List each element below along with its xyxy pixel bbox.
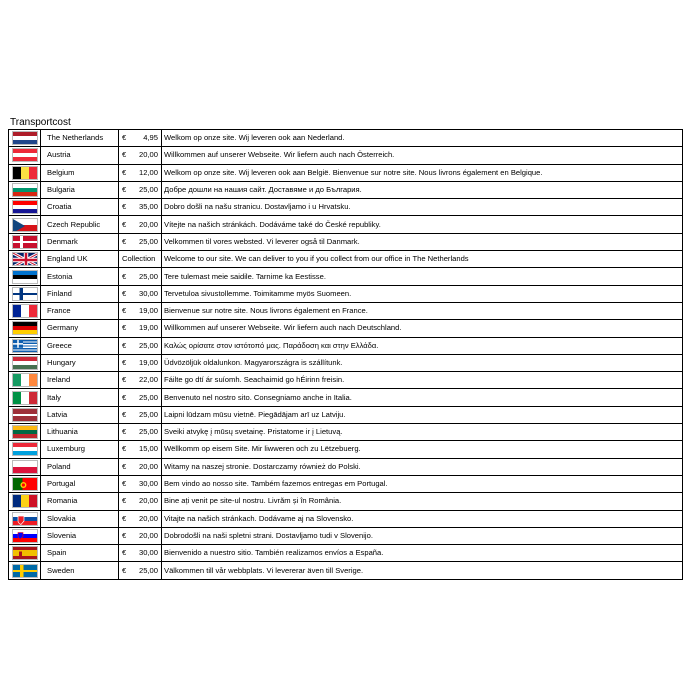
currency-symbol: €	[122, 288, 127, 298]
flag-cell	[9, 458, 41, 475]
price-value: 12,00	[138, 167, 158, 177]
flag-cell	[9, 493, 41, 510]
price-cell	[119, 527, 162, 544]
currency-symbol: €	[122, 340, 127, 350]
price-cell	[119, 406, 162, 423]
table-row	[9, 337, 683, 354]
country-name: Romania	[41, 493, 119, 510]
flag-cell	[9, 268, 41, 285]
currency-symbol: €	[122, 496, 127, 506]
flag-cell	[9, 285, 41, 302]
flag-cell	[9, 216, 41, 233]
price-cell	[119, 372, 162, 389]
price-value: 20,00	[138, 530, 158, 540]
welcome-message: Benvenuto nel nostro sito. Consegniamo anche in Italia.	[162, 389, 683, 406]
welcome-message: Welkom op onze site. Wij leveren ook aan Nederland.	[162, 130, 683, 147]
currency-symbol: €	[122, 375, 127, 385]
country-name: Ireland	[41, 372, 119, 389]
table-row	[9, 406, 683, 423]
country-name: Finland	[41, 285, 119, 302]
welcome-message: Tervetuloa sivustollemme. Toimitamme myös Suomeen.	[162, 285, 683, 302]
country-name: Austria	[41, 147, 119, 164]
country-name: Spain	[41, 545, 119, 562]
price-value: 25,00	[138, 185, 158, 195]
price-cell	[119, 251, 162, 268]
price-cell	[119, 285, 162, 302]
currency-symbol: €	[122, 202, 127, 212]
currency-symbol: €	[122, 167, 127, 177]
flag-cell	[9, 199, 41, 216]
table-row	[9, 475, 683, 492]
price-cell	[119, 147, 162, 164]
country-name: Latvia	[41, 406, 119, 423]
country-name: Lithuania	[41, 424, 119, 441]
country-name: Italy	[41, 389, 119, 406]
currency-symbol: €	[122, 444, 127, 454]
currency-symbol: €	[122, 271, 127, 281]
si-flag-icon	[12, 529, 38, 543]
currency-symbol: €	[122, 219, 127, 229]
table-row	[9, 251, 683, 268]
table-row	[9, 164, 683, 181]
price-cell	[119, 268, 162, 285]
price-cell	[119, 493, 162, 510]
hr-flag-icon	[12, 200, 38, 214]
table-row	[9, 268, 683, 285]
country-name: Belgium	[41, 164, 119, 181]
table-row	[9, 389, 683, 406]
se-flag-icon	[12, 564, 38, 578]
welcome-message: Welcome to our site. We can deliver to you if you collect from our office in The Netherlands	[162, 251, 683, 268]
dk-flag-icon	[12, 235, 38, 249]
country-name: France	[41, 302, 119, 319]
transport-cost-table	[8, 129, 683, 580]
currency-symbol: €	[122, 323, 127, 333]
fi-flag-icon	[12, 287, 38, 301]
price-cell	[119, 164, 162, 181]
gr-flag-icon	[12, 339, 38, 353]
page-title: Transportcost	[10, 117, 71, 128]
flag-cell	[9, 372, 41, 389]
currency-symbol: €	[122, 392, 127, 402]
flag-cell	[9, 441, 41, 458]
price-value: 35,00	[138, 202, 158, 212]
country-name: Estonia	[41, 268, 119, 285]
price-cell	[119, 216, 162, 233]
country-name: Slovakia	[41, 510, 119, 527]
table-row	[9, 130, 683, 147]
ee-flag-icon	[12, 270, 38, 284]
flag-cell	[9, 164, 41, 181]
price-value: 20,00	[138, 150, 158, 160]
lt-flag-icon	[12, 425, 38, 439]
pt-flag-icon	[12, 477, 38, 491]
country-name: The Netherlands	[41, 130, 119, 147]
at-flag-icon	[12, 148, 38, 162]
currency-symbol: €	[122, 150, 127, 160]
country-name: Sweden	[41, 562, 119, 579]
table-row	[9, 372, 683, 389]
price-cell	[119, 458, 162, 475]
country-name: Portugal	[41, 475, 119, 492]
country-name: Germany	[41, 320, 119, 337]
welcome-message: Vitajte na našich stránkach. Dodávame aj na Slovensko.	[162, 510, 683, 527]
price-cell	[119, 510, 162, 527]
price-value: 15,00	[138, 444, 158, 454]
table-row	[9, 199, 683, 216]
welcome-message: Tere tulemast meie saidile. Tarnime ka Eestisse.	[162, 268, 683, 285]
welcome-message: Bienvenido a nuestro sitio. También realizamos envíos a España.	[162, 545, 683, 562]
welcome-message: Wëllkomm op eisem Site. Mir liwweren och zu Lëtzebuerg.	[162, 441, 683, 458]
welcome-message: Üdvözöljük oldalunkon. Magyarországra is szállítunk.	[162, 354, 683, 371]
hu-flag-icon	[12, 356, 38, 370]
currency-symbol: €	[122, 358, 127, 367]
price-cell	[119, 130, 162, 147]
flag-cell	[9, 130, 41, 147]
welcome-message: Välkommen till vår webbplats. Vi levererar även till Sverige.	[162, 562, 683, 579]
price-value: 4,95	[143, 133, 158, 143]
price-value: 25,00	[138, 340, 158, 350]
price-cell	[119, 562, 162, 579]
country-name: Bulgaria	[41, 181, 119, 198]
price-value: 30,00	[138, 288, 158, 298]
price-value: 22,00	[138, 375, 158, 385]
currency-symbol: €	[122, 461, 127, 471]
price-cell	[119, 354, 162, 371]
price-value: 25,00	[138, 271, 158, 281]
table-row	[9, 285, 683, 302]
currency-symbol: €	[122, 565, 127, 575]
welcome-message: Bem vindo ao nosso site. Também fazemos entregas em Portugal.	[162, 475, 683, 492]
flag-cell	[9, 251, 41, 268]
currency-symbol: €	[122, 185, 127, 195]
currency-symbol: €	[122, 409, 127, 419]
flag-cell	[9, 510, 41, 527]
welcome-message: Dobrodošli na naši spletni strani. Dostavljamo tudi v Slovenijo.	[162, 527, 683, 544]
price-cell	[119, 424, 162, 441]
flag-cell	[9, 424, 41, 441]
table-row	[9, 510, 683, 527]
price-cell	[119, 475, 162, 492]
welcome-message: Dobro došli na našu stranicu. Dostavljamo i u Hrvatsku.	[162, 199, 683, 216]
price-cell	[119, 545, 162, 562]
fr-flag-icon	[12, 304, 38, 318]
country-name: England UK	[41, 251, 119, 268]
price-cell	[119, 441, 162, 458]
table-row	[9, 441, 683, 458]
flag-cell	[9, 562, 41, 579]
country-name: Croatia	[41, 199, 119, 216]
country-name: Czech Republic	[41, 216, 119, 233]
flag-cell	[9, 337, 41, 354]
welcome-message: Vítejte na našich stránkách. Dodáváme také do České republiky.	[162, 216, 683, 233]
welcome-message: Velkommen til vores websted. Vi leverer også til Danmark.	[162, 233, 683, 250]
flag-cell	[9, 354, 41, 371]
ro-flag-icon	[12, 494, 38, 508]
price-value: 25,00	[138, 427, 158, 437]
country-name: Slovenia	[41, 527, 119, 544]
lv-flag-icon	[12, 408, 38, 422]
price-value: 19,00	[138, 323, 158, 333]
table-row	[9, 354, 683, 371]
currency-symbol: €	[122, 427, 127, 437]
welcome-message: Καλώς ορίσατε στον ιστότοπό μας. Παράδοση και στην Ελλάδα.	[162, 337, 683, 354]
price-value: 19,00	[138, 306, 158, 316]
be-flag-icon	[12, 166, 38, 180]
table-row	[9, 216, 683, 233]
flag-cell	[9, 475, 41, 492]
price-value: 20,00	[138, 461, 158, 471]
nl-flag-icon	[12, 131, 38, 145]
welcome-message: Bine ați venit pe site-ul nostru. Livrăm și în România.	[162, 493, 683, 510]
welcome-message: Fáilte go dtí ár suíomh. Seachaimid go hÉirinn freisin.	[162, 372, 683, 389]
price-cell	[119, 337, 162, 354]
welcome-message: Willkommen auf unserer Webseite. Wir liefern auch nach Deutschland.	[162, 320, 683, 337]
welcome-message: Welkom op onze site. Wij leveren ook aan België. Bienvenue sur notre site. Nous livrons également en Belgique.	[162, 164, 683, 181]
table-row	[9, 320, 683, 337]
table-row	[9, 181, 683, 198]
flag-cell	[9, 302, 41, 319]
de-flag-icon	[12, 321, 38, 335]
flag-cell	[9, 233, 41, 250]
price-cell	[119, 181, 162, 198]
currency-symbol: €	[122, 133, 127, 143]
price-cell	[119, 199, 162, 216]
price-value: 20,00	[138, 219, 158, 229]
price-cell	[119, 233, 162, 250]
price-value: 30,00	[138, 479, 158, 489]
currency-symbol: €	[122, 306, 127, 316]
it-flag-icon	[12, 391, 38, 405]
table-row	[9, 458, 683, 475]
flag-cell	[9, 320, 41, 337]
flag-cell	[9, 181, 41, 198]
price-value: 25,00	[138, 409, 158, 419]
welcome-message: Laipni lūdzam mūsu vietnē. Piegādājam arī uz Latviju.	[162, 406, 683, 423]
table-row	[9, 545, 683, 562]
price-value: 25,00	[138, 236, 158, 246]
price-value: 19,00	[138, 358, 158, 367]
currency-symbol: €	[122, 479, 127, 489]
uk-flag-icon	[12, 252, 38, 266]
flag-cell	[9, 545, 41, 562]
welcome-message: Willkommen auf unserer Webseite. Wir liefern auch nach Österreich.	[162, 147, 683, 164]
currency-symbol: €	[122, 530, 127, 540]
price-value: 25,00	[138, 392, 158, 402]
flag-cell	[9, 527, 41, 544]
welcome-message: Witamy na naszej stronie. Dostarczamy również do Polski.	[162, 458, 683, 475]
welcome-message: Bienvenue sur notre site. Nous livrons également en France.	[162, 302, 683, 319]
price-value: 30,00	[138, 548, 158, 558]
price-value: 25,00	[138, 565, 158, 575]
cz-flag-icon	[12, 218, 38, 232]
currency-symbol: €	[122, 548, 127, 558]
currency-symbol: €	[122, 513, 127, 523]
bg-flag-icon	[12, 183, 38, 197]
price-value: 20,00	[138, 496, 158, 506]
price-cell	[119, 320, 162, 337]
sk-flag-icon	[12, 512, 38, 526]
es-flag-icon	[12, 546, 38, 560]
table-row	[9, 233, 683, 250]
table-row	[9, 562, 683, 579]
flag-cell	[9, 147, 41, 164]
price-cell	[119, 302, 162, 319]
price-cell	[119, 389, 162, 406]
price-value: Collection	[122, 254, 156, 264]
table-row	[9, 147, 683, 164]
welcome-message: Sveiki atvykę į mūsų svetainę. Pristatome ir į Lietuvą.	[162, 424, 683, 441]
country-name: Denmark	[41, 233, 119, 250]
table-row	[9, 493, 683, 510]
currency-symbol: €	[122, 236, 127, 246]
country-name: Poland	[41, 458, 119, 475]
pl-flag-icon	[12, 460, 38, 474]
welcome-message: Добре дошли на нашия сайт. Доставяме и до България.	[162, 181, 683, 198]
flag-cell	[9, 389, 41, 406]
ie-flag-icon	[12, 373, 38, 387]
flag-cell	[9, 406, 41, 423]
lu-flag-icon	[12, 442, 38, 456]
table-row	[9, 302, 683, 319]
table-row	[9, 527, 683, 544]
table-row	[9, 424, 683, 441]
country-name: Greece	[41, 337, 119, 354]
price-value: 20,00	[138, 513, 158, 523]
country-name: Luxemburg	[41, 441, 119, 458]
country-name: Hungary	[41, 354, 119, 371]
